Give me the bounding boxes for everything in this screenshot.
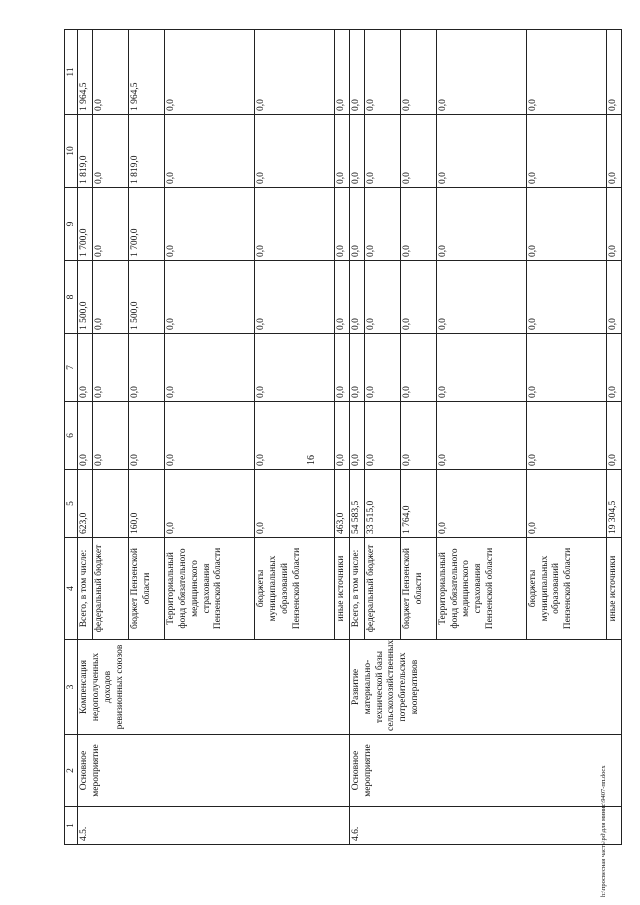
value-cell: 0,0	[92, 261, 128, 334]
value-cell: 0,0	[606, 188, 621, 261]
funding-source: бюджет Пензенской области	[400, 538, 436, 640]
value-cell: 1 500,0	[78, 261, 93, 334]
column-number: 3	[65, 640, 78, 735]
value-cell	[92, 470, 128, 538]
value-cell: 33 515,0	[364, 470, 400, 538]
column-number: 1	[65, 807, 78, 845]
value-cell: 0,0	[526, 188, 606, 261]
value-cell: 0,0	[254, 470, 334, 538]
column-number: 9	[65, 188, 78, 261]
row-id: 4.5.	[78, 807, 350, 845]
value-cell: 0,0	[254, 402, 334, 470]
value-cell: 0,0	[526, 261, 606, 334]
value-cell: 160,0	[128, 470, 164, 538]
value-cell: 0,0	[164, 30, 254, 115]
value-cell: 0,0	[526, 334, 606, 402]
funding-source: Территориальный фонд обязательного медицинского страхования Пензенской области	[436, 538, 526, 640]
value-cell: 0,0	[400, 188, 436, 261]
value-cell: 0,0	[436, 115, 526, 188]
column-number: 10	[65, 115, 78, 188]
value-cell: 0,0	[349, 30, 364, 115]
budget-table-rotated	[64, 30, 618, 845]
value-cell: 0,0	[400, 334, 436, 402]
value-cell: 0,0	[334, 188, 349, 261]
value-cell: 0,0	[128, 402, 164, 470]
funding-source: Всего, в том числе:	[78, 538, 93, 640]
row-type: Основное мероприятие	[78, 735, 350, 807]
value-cell: 0,0	[526, 30, 606, 115]
value-cell: 0,0	[164, 188, 254, 261]
value-cell: 1 764,0	[400, 470, 436, 538]
value-cell: 0,0	[164, 334, 254, 402]
funding-source: Территориальный фонд обязательного медицинского страхования Пензенской области	[164, 538, 254, 640]
value-cell: 0,0	[334, 30, 349, 115]
funding-source: бюджеты муниципальных образований Пензенской области	[254, 538, 334, 640]
value-cell: 0,0	[606, 402, 621, 470]
value-cell: 0,0	[164, 470, 254, 538]
value-cell: 0,0	[349, 402, 364, 470]
column-number: 4	[65, 538, 78, 640]
value-cell: 0,0	[254, 30, 334, 115]
value-cell: 0,0	[78, 402, 93, 470]
value-cell: 0,0	[400, 402, 436, 470]
value-cell: 0,0	[400, 261, 436, 334]
value-cell: 0,0	[436, 261, 526, 334]
value-cell: 0,0	[334, 261, 349, 334]
value-cell: 0,0	[254, 188, 334, 261]
value-cell: 0,0	[436, 402, 526, 470]
column-number: 2	[65, 735, 78, 807]
value-cell: 0,0	[606, 334, 621, 402]
value-cell: 1 500,0	[128, 261, 164, 334]
value-cell: 0,0	[349, 261, 364, 334]
table-container	[64, 30, 618, 845]
value-cell: 0,0	[526, 470, 606, 538]
value-cell: 0,0	[254, 334, 334, 402]
column-number-row	[65, 30, 78, 845]
column-number: 6	[65, 402, 78, 470]
page-number: 16	[306, 455, 317, 465]
value-cell: 0,0	[436, 188, 526, 261]
value-cell: 1 700,0	[78, 188, 93, 261]
table-row	[349, 30, 364, 845]
value-cell: 0,0	[436, 470, 526, 538]
value-cell: 0,0	[92, 30, 128, 115]
value-cell: 0,0	[128, 334, 164, 402]
value-cell: 0,0	[526, 115, 606, 188]
funding-source: Всего, в том числе:	[349, 538, 364, 640]
row-name: Развитие материально-технической базы сельскохозяйственных потребительских кооперативов	[349, 640, 621, 735]
value-cell: 19 304,5	[606, 470, 621, 538]
value-cell: 0,0	[254, 261, 334, 334]
value-cell: 0,0	[400, 115, 436, 188]
value-cell: 0,0	[92, 334, 128, 402]
table-row	[78, 30, 93, 845]
value-cell: 1 819,0	[78, 115, 93, 188]
value-cell: 0,0	[92, 402, 128, 470]
value-cell: 0,0	[349, 188, 364, 261]
value-cell: 0,0	[526, 402, 606, 470]
value-cell: 0,0	[334, 334, 349, 402]
value-cell: 0,0	[334, 115, 349, 188]
value-cell: 0,0	[92, 115, 128, 188]
value-cell: 0,0	[364, 334, 400, 402]
funding-source: бюджет Пензенской области	[128, 538, 164, 640]
value-cell: 0,0	[606, 30, 621, 115]
value-cell: 0,0	[364, 30, 400, 115]
value-cell: 0,0	[606, 261, 621, 334]
value-cell: 0,0	[364, 188, 400, 261]
value-cell: 0,0	[349, 115, 364, 188]
value-cell: 0,0	[164, 261, 254, 334]
value-cell: 1 964,5	[128, 30, 164, 115]
value-cell: 0,0	[254, 115, 334, 188]
value-cell: 0,0	[364, 402, 400, 470]
value-cell: 0,0	[349, 334, 364, 402]
funding-source: иные источники	[334, 538, 349, 640]
value-cell: 0,0	[92, 188, 128, 261]
value-cell: 0,0	[164, 115, 254, 188]
value-cell: 0,0	[164, 402, 254, 470]
value-cell: 0,0	[606, 115, 621, 188]
funding-source: федеральный бюджет	[364, 538, 400, 640]
value-cell: 54 583,5	[349, 470, 364, 538]
column-number: 11	[65, 30, 78, 115]
funding-source: иные источники	[606, 538, 621, 640]
value-cell: 0,0	[436, 30, 526, 115]
footer-file-path: h:\просвесная часть\pd\для минис\9407-пп.docx	[600, 765, 607, 897]
row-name: Компенсация недополученных доходов ревизионных союзов	[78, 640, 350, 735]
row-id: 4.6.	[349, 807, 621, 845]
value-cell: 1 819,0	[128, 115, 164, 188]
column-number: 7	[65, 334, 78, 402]
value-cell: 0,0	[364, 261, 400, 334]
value-cell: 0,0	[334, 402, 349, 470]
value-cell: 1 700,0	[128, 188, 164, 261]
value-cell: 463,0	[334, 470, 349, 538]
row-type: Основное мероприятие	[349, 735, 621, 807]
funding-source: бюджеты муниципальных образований Пензенской области	[526, 538, 606, 640]
value-cell: 0,0	[364, 115, 400, 188]
value-cell: 1 964,5	[78, 30, 93, 115]
budget-table	[64, 29, 622, 845]
column-number: 8	[65, 261, 78, 334]
column-number: 5	[65, 470, 78, 538]
value-cell: 0,0	[436, 334, 526, 402]
value-cell: 0,0	[78, 334, 93, 402]
value-cell: 623,0	[78, 470, 93, 538]
funding-source: федеральный бюджет	[92, 538, 128, 640]
value-cell: 0,0	[400, 30, 436, 115]
